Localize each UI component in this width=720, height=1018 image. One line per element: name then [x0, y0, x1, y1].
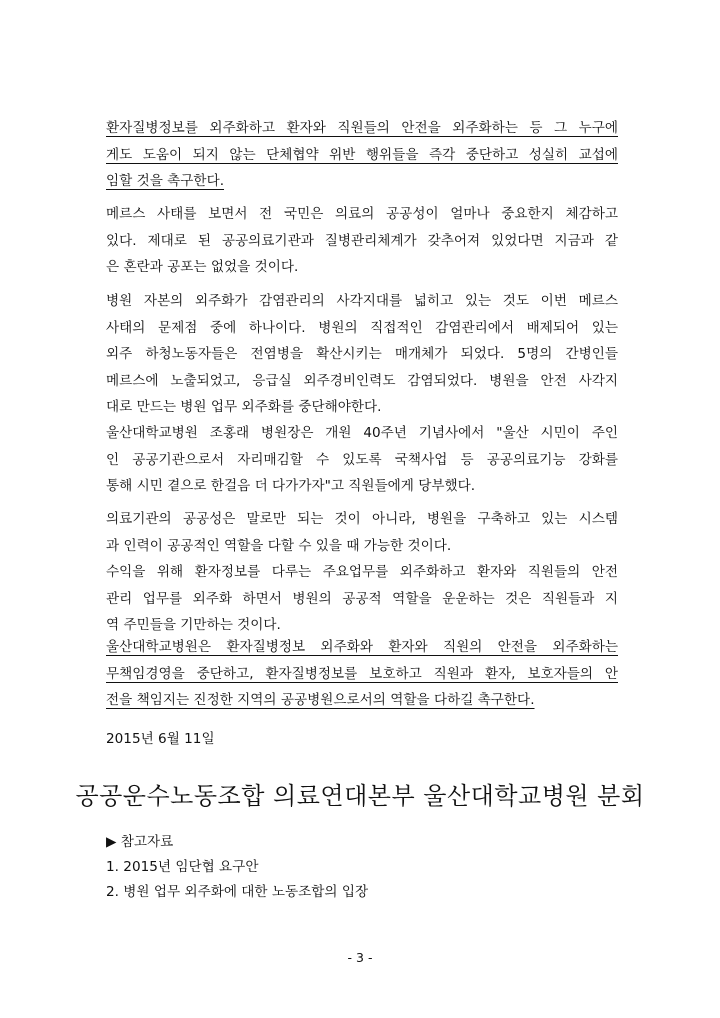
text-line: 통해 시민 곁으로 한걸음 더 다가가자"고 직원들에게 당부했다.	[106, 478, 476, 494]
text-line: 메르스 사태를 보면서 전 국민은 의료의 공공성이 얼마나 중요한지 체감하고	[106, 206, 618, 222]
text-line: 의료기관의 공공성은 말로만 되는 것이 아니라, 병원을 구축하고 있는 시스템	[106, 511, 618, 527]
text-line: 전을 책임지는 진정한 지역의 공공병원으로서의 역할을 다하길 촉구한다.	[106, 692, 535, 708]
document-date: 2015년 6월 11일	[106, 731, 215, 747]
paragraph-demand-bargaining	[106, 115, 618, 195]
text-line: 게도 도움이 되지 않는 단체협약 위반 행위들을 즉각 중단하고 성실히 교섭에	[106, 146, 618, 163]
paragraph-final-demand	[106, 634, 618, 714]
references-heading: ▶ 참고자료	[106, 834, 174, 850]
text-line: 울산대학교병원 조홍래 병원장은 개원 40주년 기념사에서 "울산 시민이 주인	[106, 425, 618, 441]
text-line: 대로 만드는 병원 업무 외주화를 중단해야한다.	[106, 399, 382, 415]
text-line: 과 인력이 공공적인 역할을 다할 수 있을 때 가능한 것이다.	[106, 537, 452, 554]
text-line: 외주 하청노동자들은 전염병을 확산시키는 매개체가 되었다. 5명의 간병인들	[106, 346, 618, 362]
text-line: 은 혼란과 공포는 없었을 것이다.	[106, 259, 299, 275]
text-line: 무책임경영을 중단하고, 환자질병정보를 보호하고 직원과 환자, 보호자들의 안	[106, 665, 618, 682]
text-line: 관리 업무를 외주화 하면서 병원의 공공적 역할을 운운하는 것은 직원들과 지	[106, 590, 618, 607]
text-line: 메르스에 노출되었고, 응급실 외주경비인력도 감염되었다. 병원을 안전 사각지	[106, 372, 618, 389]
text-line: 인 공공기관으로서 자리매김할 수 있도록 국책사업 등 공공의료기능 강화를	[106, 451, 618, 468]
page-number: - 3 -	[347, 950, 373, 965]
paragraph-outsourcing-infection	[106, 288, 618, 421]
reference-item: 2. 병원 업무 외주화에 대한 노동조합의 입장	[106, 884, 369, 900]
text-line: 임할 것을 촉구한다.	[106, 173, 225, 189]
reference-item: 1. 2015년 임단협 요구안	[106, 859, 259, 875]
references-section	[106, 830, 368, 905]
paragraph-mers-publicness	[106, 201, 618, 281]
text-line: 울산대학교병원은 환자질병정보 외주화와 환자와 직원의 안전을 외주화하는	[106, 639, 618, 655]
text-line: 역 주민들을 기만하는 것이다.	[106, 617, 281, 633]
text-line: 병원 자본의 외주화가 감염관리의 사각지대를 넓히고 있는 것도 이번 메르스	[106, 293, 618, 309]
text-line: 있다. 제대로 된 공공의료기관과 질병관리체계가 갖추어져 있었다면 지금과 같	[106, 232, 618, 249]
paragraph-hospital-director-speech	[106, 420, 618, 500]
text-line: 수익을 위해 환자정보를 다루는 주요업무를 외주화하고 환자와 직원들의 안전	[106, 564, 618, 580]
union-signature: 공공운수노동조합 의료연대본부 울산대학교병원 분회	[75, 782, 645, 810]
text-line: 사태의 문제점 중에 하나이다. 병원의 직접적인 감염관리에서 배제되어 있는	[106, 319, 618, 336]
paragraph-public-role	[106, 506, 618, 639]
text-line: 환자질병정보를 외주화하고 환자와 직원들의 안전을 외주화하는 등 그 누구에	[106, 120, 618, 136]
